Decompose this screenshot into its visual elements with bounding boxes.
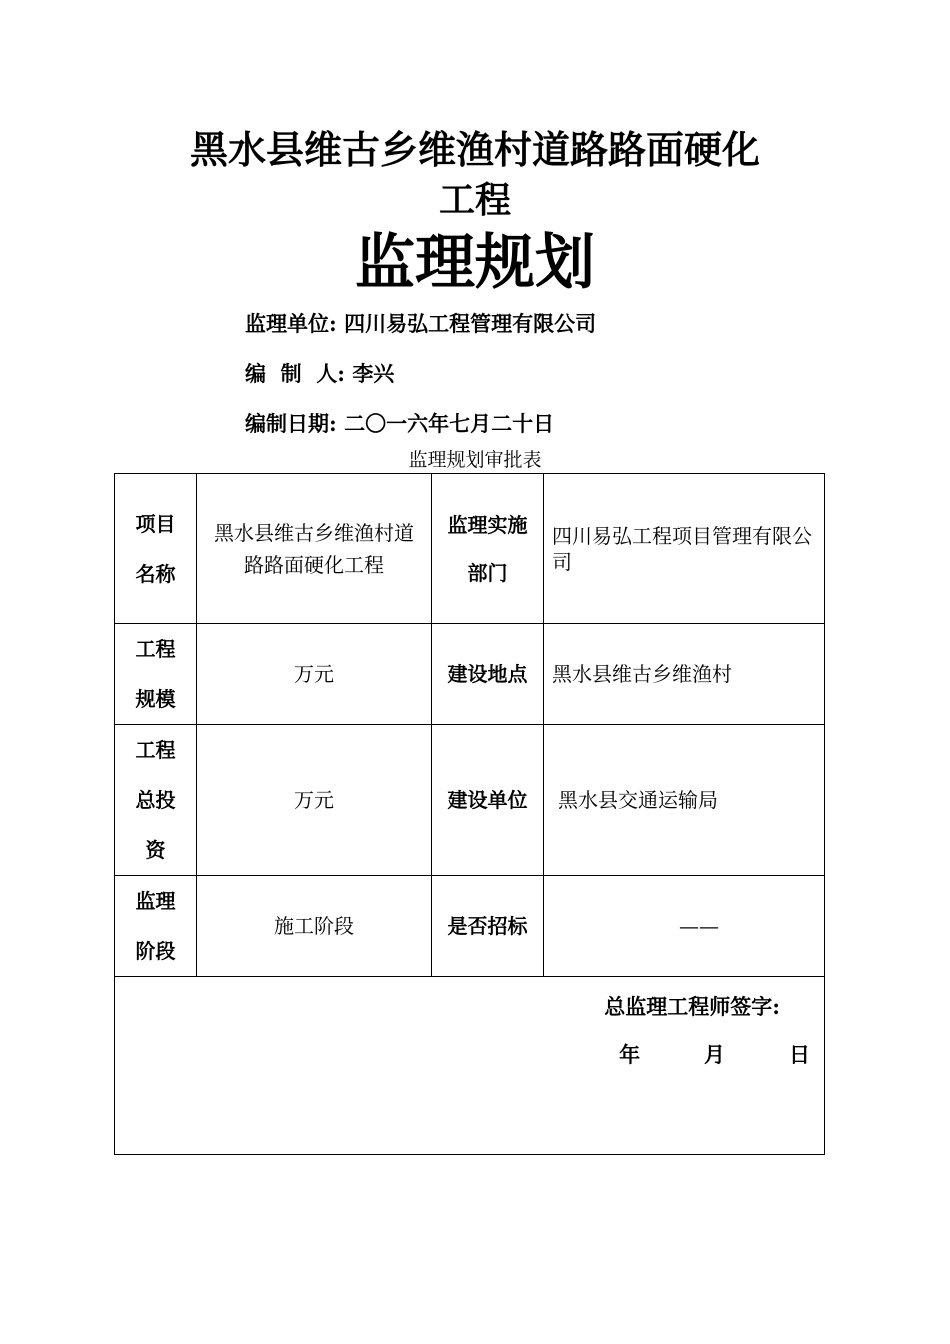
supervision-stage-value: 施工阶段 <box>197 876 432 977</box>
date-line <box>245 410 554 438</box>
project-name-value: 黑水县维古乡维渔村道路路面硬化工程 <box>197 474 432 624</box>
construction-site-label: 建设地点 <box>432 624 544 725</box>
table-row <box>115 876 825 977</box>
supervision-unit-label: 监理单位: <box>245 311 337 336</box>
table-row <box>115 725 825 876</box>
total-investment-value: 万元 <box>197 725 432 876</box>
document-title-line1: 黑水县维古乡维渔村道路路面硬化 <box>189 127 760 172</box>
table-row <box>115 474 825 624</box>
document-main-title: 监理规划 <box>355 228 595 298</box>
construction-unit-value: 黑水县交通运输局 <box>544 725 825 876</box>
date-label: 编制日期: <box>245 411 337 436</box>
table-row <box>115 977 825 1155</box>
date-value: 二〇一六年七月二十日 <box>344 411 555 436</box>
total-investment-label: 工程总投资 <box>115 725 197 876</box>
supervision-unit-value: 四川易弘工程管理有限公司 <box>344 311 597 336</box>
document-title-line2: 工程 <box>438 179 511 221</box>
author-value: 李兴 <box>352 361 395 386</box>
author-line <box>245 360 394 388</box>
signature-cell <box>115 977 825 1155</box>
bidding-value: —— <box>544 876 825 977</box>
supervision-unit-line <box>245 310 596 338</box>
implementation-dept-label: 监理实施部门 <box>432 474 544 624</box>
supervision-stage-label: 监理阶段 <box>115 876 197 977</box>
construction-site-value: 黑水县维古乡维渔村 <box>544 624 825 725</box>
bidding-label: 是否招标 <box>432 876 544 977</box>
author-label: 编 制 人: <box>245 361 345 386</box>
project-scale-label: 工程规模 <box>115 624 197 725</box>
table-caption: 监理规划审批表 <box>408 449 542 471</box>
signature-date: 年 月 日 <box>619 1042 810 1067</box>
table-row <box>115 624 825 725</box>
chief-engineer-signature-label: 总监理工程师签字: <box>604 994 780 1019</box>
approval-table <box>114 473 825 1155</box>
project-name-label: 项目名称 <box>115 474 197 624</box>
construction-unit-label: 建设单位 <box>432 725 544 876</box>
project-scale-value: 万元 <box>197 624 432 725</box>
implementation-dept-value: 四川易弘工程项目管理有限公司 <box>544 474 825 624</box>
